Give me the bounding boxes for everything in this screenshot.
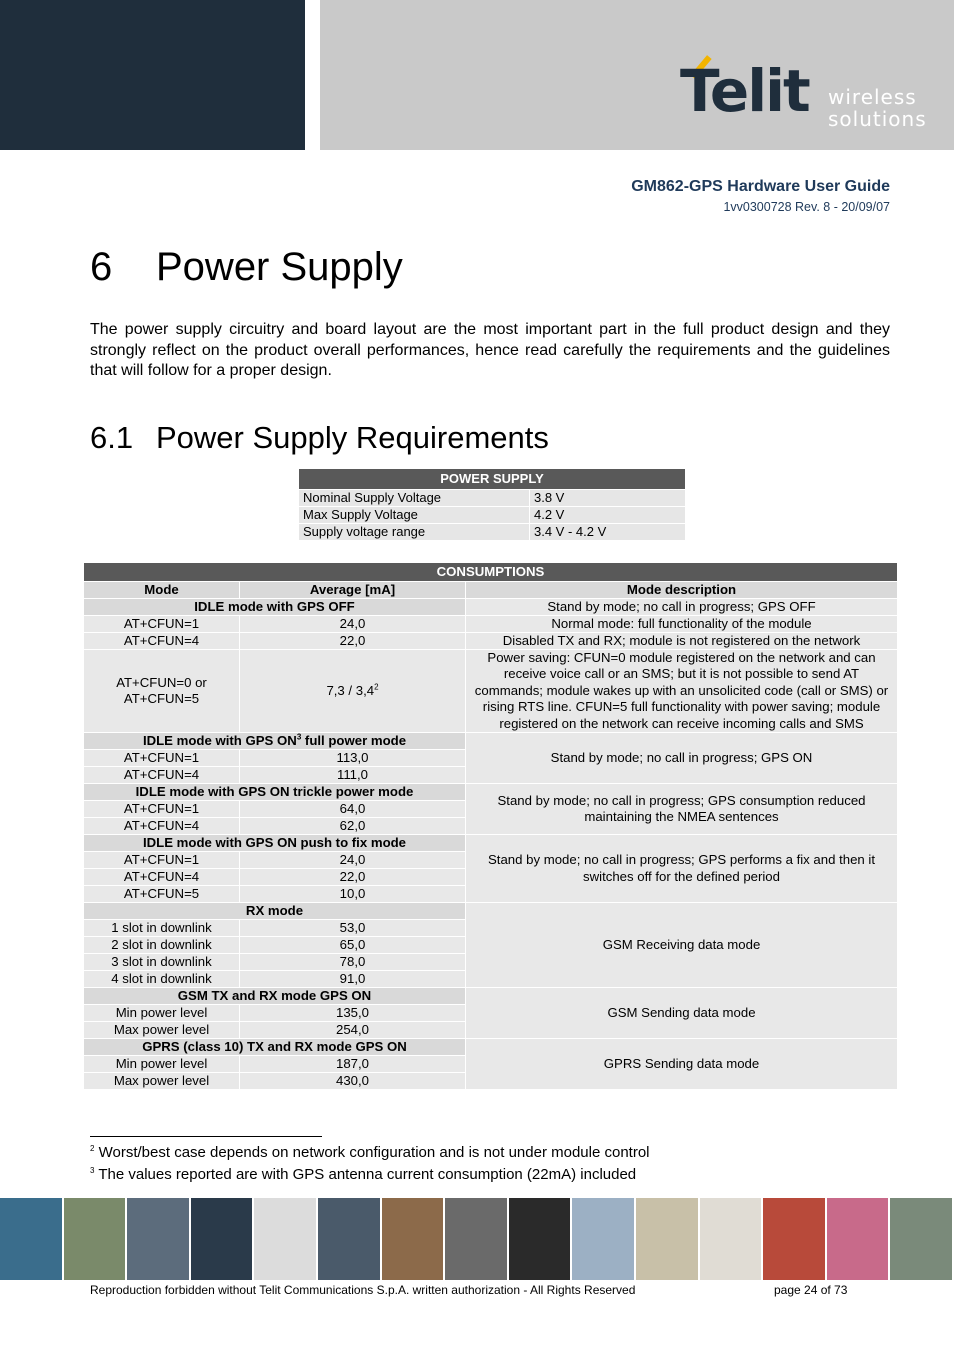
strip-photo [382,1198,446,1280]
strip-photo [0,1198,64,1280]
table-row: 1 slot in downlink 53,0 [84,920,898,937]
group-title: GPRS (class 10) TX and RX mode GPS ON [84,1039,466,1056]
group-title: GSM TX and RX mode GPS ON [84,988,466,1005]
section-number: 6 [90,245,113,289]
table-row: Max power level 254,0 [84,1022,898,1039]
table-row: AT+CFUN=1 113,0 [84,750,898,767]
strip-photo [127,1198,191,1280]
intro-paragraph: The power supply circuitry and board layout are the most important part in the full product design and they strongly reflect on the product overall performances, hence read carefully the requirements and the guidelines that will follow for a proper design. [90,321,890,379]
strip-photo [636,1198,700,1280]
table-row: AT+CFUN=4 111,0 [84,767,898,784]
strip-photo [445,1198,509,1280]
strip-photo [509,1198,573,1280]
footnote-divider [90,1136,322,1137]
col-average: Average [mA] [240,582,466,599]
table-row: AT+CFUN=0 or AT+CFUN=5 $7,3 / 3,4^2$ Power saving: CFUN=0 module registered on the network and can receive voice call or an SMS; but it is not possible to send AT commands; module wakes up with an unsolicited code (call or SMS) or rising RTS line. CFUN=5 full functionality with power saving; module registered on the network can receive incoming calls and SMS [84,650,898,733]
footer-photo-strip [0,1198,954,1280]
table-row: AT+CFUN=4 22,0 Disabled TX and RX; module is not registered on the network [84,633,898,650]
strip-photo [64,1198,128,1280]
footnote: $^3$ The values reported are with GPS antenna current consumption (22mA) included [90,1166,637,1183]
footer-copyright: Reproduction forbidden without Telit Communications S.p.A. written authorization - All Rights Reserved [90,1283,636,1297]
table-row: Max power level 430,0 [84,1073,898,1090]
subsection-number: 6.1 [90,420,134,455]
table-row: AT+CFUN=1 24,0 Normal mode: full functionality of the module [84,616,898,633]
consumptions-header: CONSUMPTIONS [84,563,898,582]
logo-tagline [828,86,927,130]
strip-photo [700,1198,764,1280]
group-title: RX mode [84,903,466,920]
strip-photo [318,1198,382,1280]
table-row: Supply voltage range 3.4 V - 4.2 V [299,524,686,541]
logo-tagline-2: solutions [828,107,927,131]
footnote-ref: 3 [296,732,302,742]
footnote-ref: 2 [374,682,379,692]
table-row: Nominal Supply Voltage 3.8 V [299,490,686,507]
table-row: AT+CFUN=4 62,0 [84,818,898,835]
power-supply-header: POWER SUPPLY [299,469,686,490]
strip-photo [763,1198,827,1280]
strip-photo [572,1198,636,1280]
subsection-title: Power Supply Requirements [156,420,549,455]
doc-title: GM862-GPS Hardware User Guide [631,178,890,195]
table-row: AT+CFUN=1 24,0 [84,852,898,869]
table-row: Min power level 135,0 [84,1005,898,1022]
section-heading [90,245,403,290]
strip-photo [890,1198,954,1280]
table-row: AT+CFUN=5 10,0 [84,886,898,903]
power-supply-table [298,468,686,541]
consumptions-table: CONSUMPTIONS Mode Average [mA] Mode description IDLE mode with GPS OFF Stand by mode; no call in progress; GPS OFF AT+CFUN=1 24,0 Normal mode: full functionality of the module AT+CFUN=4 22,0 Disabled TX and RX; module is not registered on the network AT+CFUN=0 or AT+CFUN=5 $7,3 / 3,4^2$ Power saving: CFUN=0 module registered on the network and can receive voice call or an SMS; but it is not possible to send AT commands; module wakes up with an unsolicited code (call or SMS) or rising RTS line. CFUN=5 full functionality with power saving; module registered on the network can receive incoming calls and SMS IDLE mode with GPS $ON^3$ full power mode Stand by mode; no call in progress; GPS ON AT+CFUN=1 113,0 AT+CFUN=4 111,0 IDLE mode with GPS ON trickle power mode Stand by mode; no call in progress; GPS consumption reduced maintaining the NMEA sentences AT+CFUN=1 64,0 AT+CFUN=4 62,0 IDLE mode with GPS ON push to fix mode Stand by mode; no call in progress; GPS performs a fix and then it switches off for the defined period AT+CFUN=1 24,0 AT+CFUN=4 22,0 AT+CFUN=5 10,0 RX mode GSM Receiving data mode 1 slot in downlink 53,0 2 slot in downlink 65,0 3 slot in downlink 78,0 4 slot in downlink 91,0 GSM TX and RX mode GPS ON GSM Sending data mode Min power level 135,0 Max power level 254,0 GPRS (class 10) TX and RX mode GPS ON GPRS Sending data mode Min power level 187,0 Max power level 430,0 [83,562,898,1090]
doc-revision: 1vv0300728 Rev. 8 - 20/09/07 [723,200,890,214]
subsection-heading [90,420,549,456]
table-row: Min power level 187,0 [84,1056,898,1073]
logo-tagline-1: wireless [828,85,917,109]
group-title: IDLE mode with GPS $ON^3$ full power mode [84,733,466,750]
group-title: IDLE mode with GPS ON push to fix mode [84,835,466,852]
strip-photo [191,1198,255,1280]
group-title: IDLE mode with GPS OFF [84,599,466,616]
table-row: AT+CFUN=4 22,0 [84,869,898,886]
col-mode: Mode [84,582,240,599]
strip-photo [254,1198,318,1280]
group-title: IDLE mode with GPS ON trickle power mode [84,784,466,801]
strip-photo [827,1198,891,1280]
page-number: page 24 of 73 [774,1283,848,1297]
footnote: $^2$ Worst/best case depends on network configuration and is not under module control [90,1144,650,1161]
telit-logo [676,50,936,140]
table-row: 3 slot in downlink 78,0 [84,954,898,971]
table-row: 4 slot in downlink 91,0 [84,971,898,988]
table-row: Max Supply Voltage 4.2 V [299,507,686,524]
header-dark-panel [0,0,305,150]
table-row: AT+CFUN=1 64,0 [84,801,898,818]
logo-brand: Telit [680,57,809,125]
table-row: 2 slot in downlink 65,0 [84,937,898,954]
col-description: Mode description [466,582,898,599]
section-title: Power Supply [156,245,403,289]
